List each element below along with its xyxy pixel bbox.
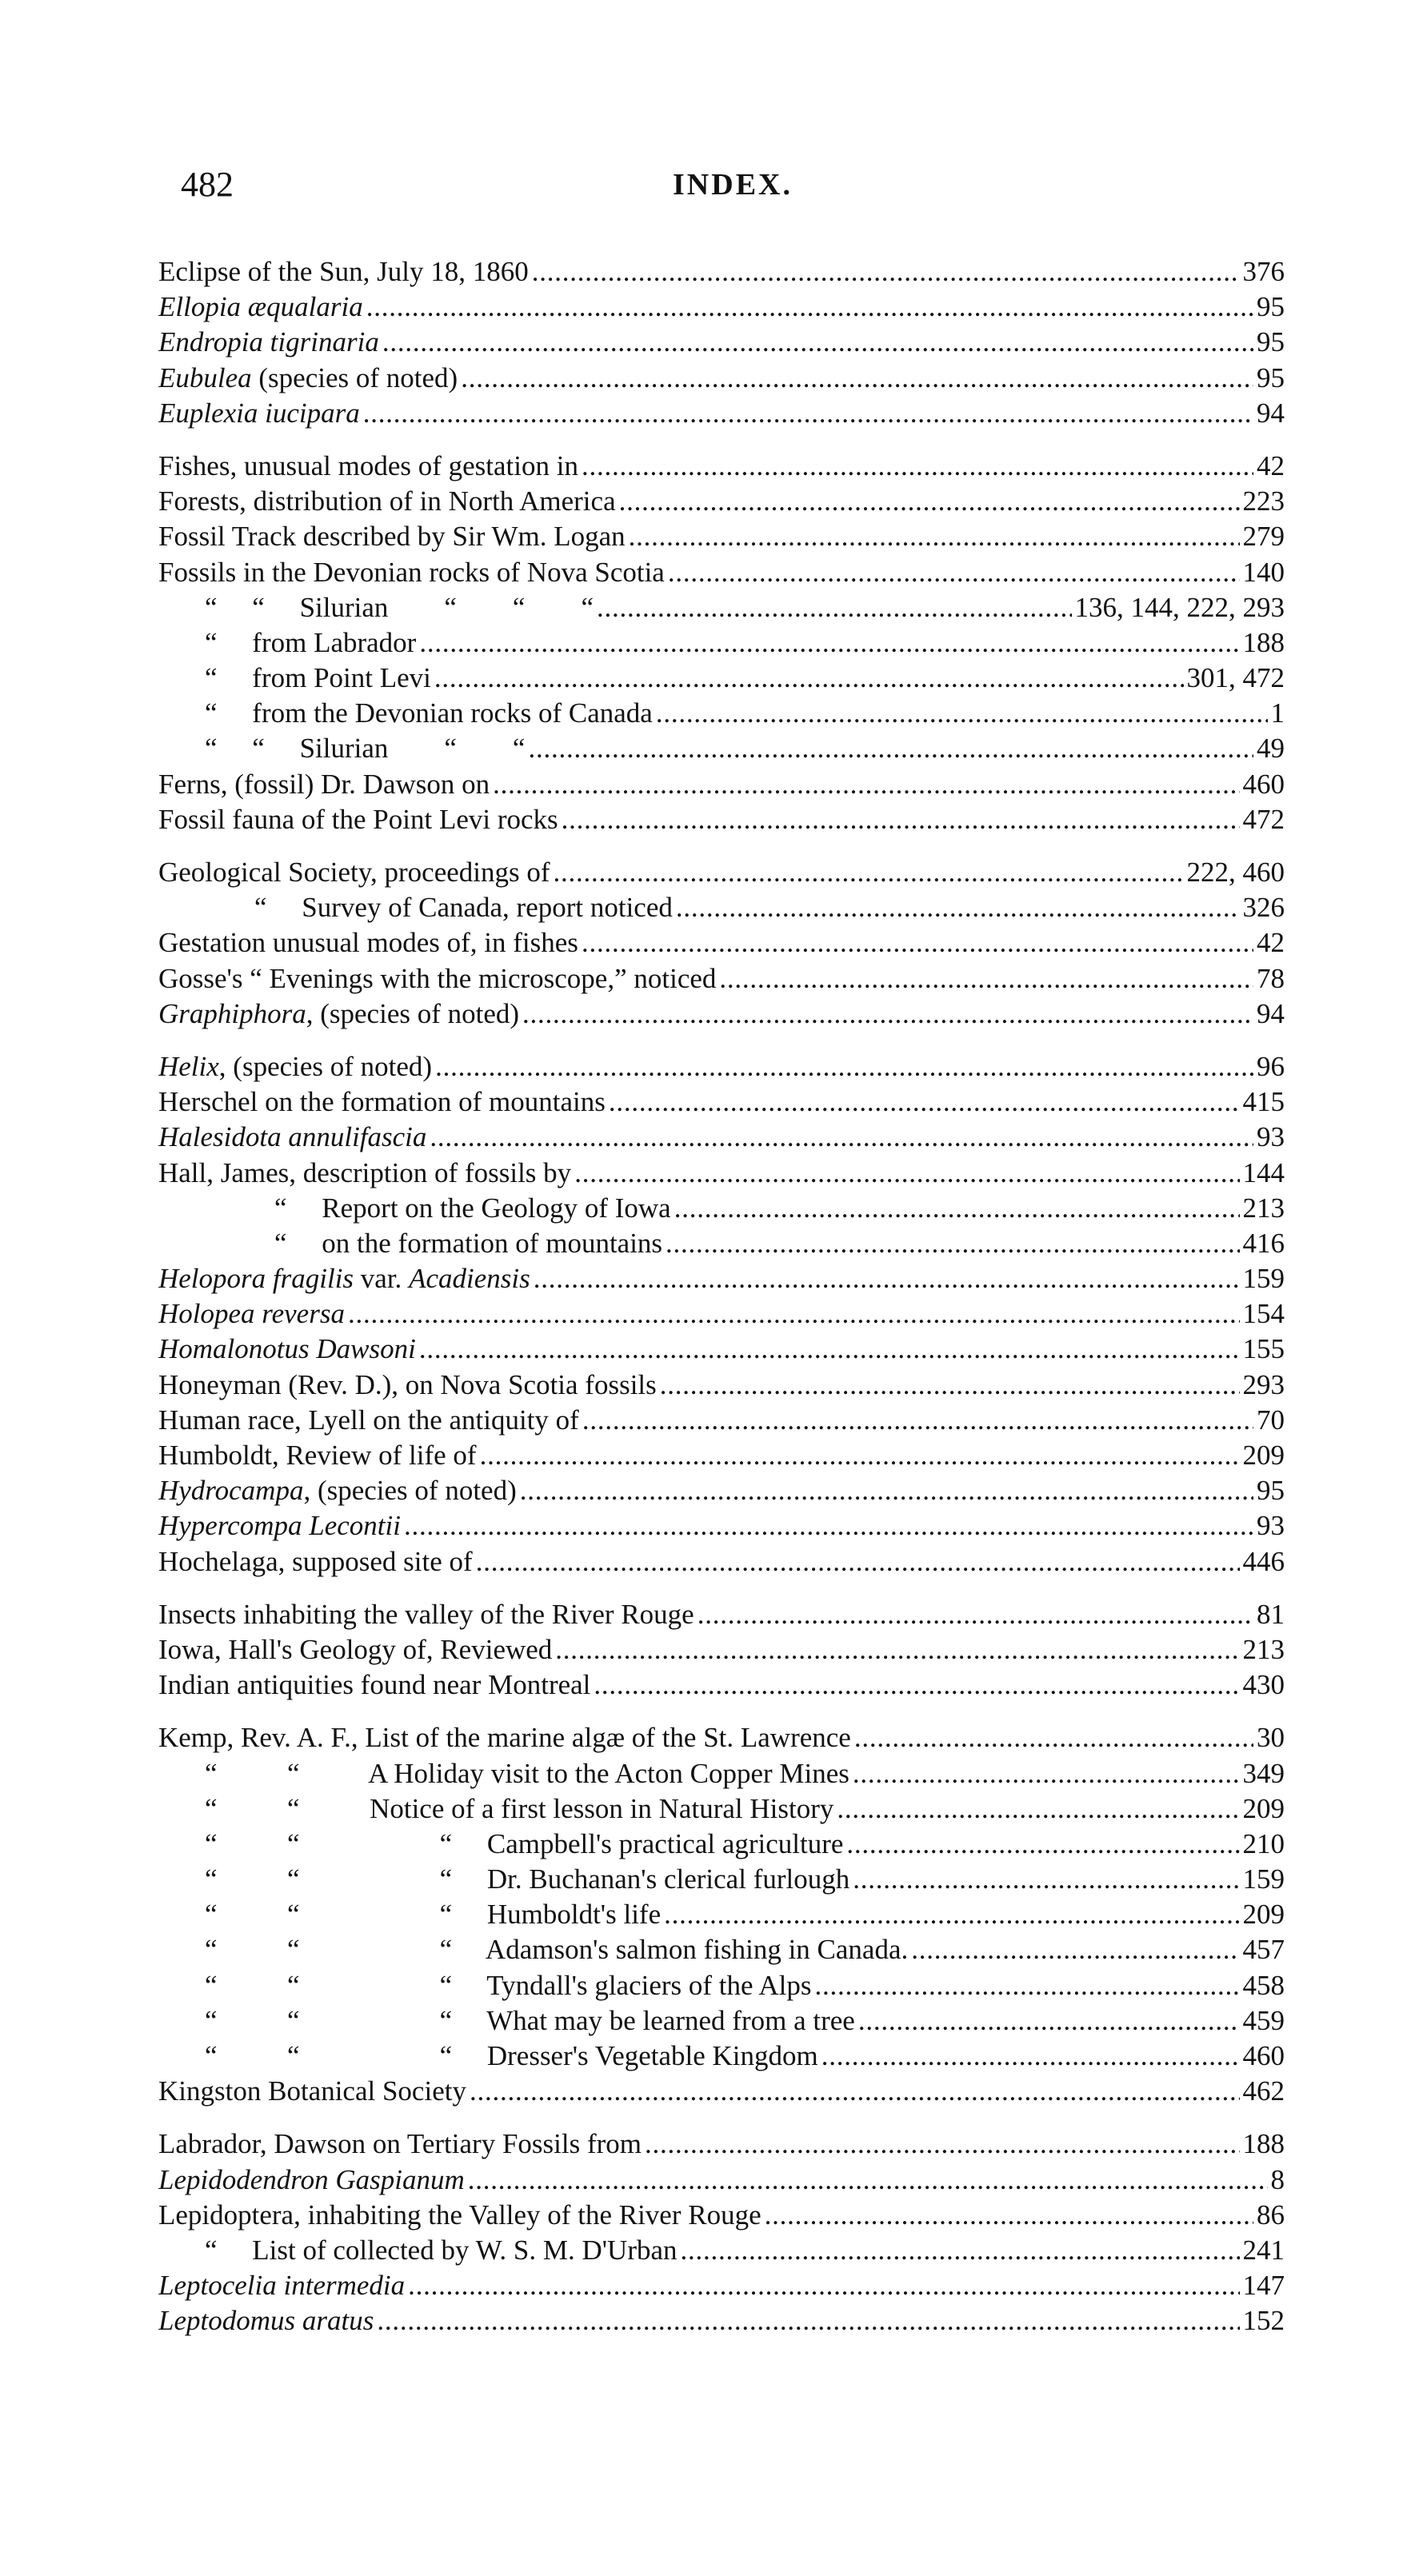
italic-text: Hypercompa Lecontii xyxy=(158,1510,401,1542)
italic-text: Holopea reversa xyxy=(158,1298,345,1330)
dot-leader xyxy=(854,1720,1253,1755)
index-entry xyxy=(158,396,1285,431)
index-entry xyxy=(158,361,1285,396)
dot-leader xyxy=(404,1508,1253,1544)
dot-leader xyxy=(681,2233,1240,2268)
entry-label xyxy=(158,1226,662,1261)
page-ref: 147 xyxy=(1242,2270,1285,2302)
index-entry xyxy=(158,2074,1285,2109)
group-gap xyxy=(158,1703,1285,1720)
entry-label xyxy=(158,1968,812,2003)
page-ref: 42 xyxy=(1257,927,1285,959)
page-ref: 446 xyxy=(1242,1545,1285,1577)
text: Honeyman (Rev. D.), on Nova Scotia fossils xyxy=(158,1368,657,1400)
page-ref: 293 xyxy=(1242,1368,1285,1400)
index-entry xyxy=(158,1332,1285,1367)
text: “ “ “ Humboldt's life xyxy=(205,1899,662,1931)
text: Fossil Track described by Sir Wm. Logan xyxy=(158,521,626,553)
text: Fossil fauna of the Point Levi rocks xyxy=(158,803,558,835)
entry-label xyxy=(158,254,529,290)
dot-leader xyxy=(629,519,1240,554)
dot-leader xyxy=(668,555,1240,590)
index-entry xyxy=(158,1368,1285,1403)
index-entry xyxy=(158,2003,1285,2039)
index-entry xyxy=(158,2039,1285,2074)
index-entry xyxy=(158,2127,1285,2162)
entry-label xyxy=(158,996,519,1032)
dot-leader xyxy=(719,961,1253,996)
dot-leader xyxy=(408,2268,1239,2303)
text: “ List of collected by W. S. M. D'Urban xyxy=(205,2234,678,2266)
index-entry xyxy=(158,449,1285,484)
page-ref: 94 xyxy=(1257,397,1285,429)
group-gap xyxy=(158,1580,1285,1597)
page-ref: 458 xyxy=(1242,1969,1285,2001)
index-entry xyxy=(158,1756,1285,1791)
page-header xyxy=(181,164,1285,212)
dot-leader xyxy=(853,1862,1239,1897)
index-entry xyxy=(158,1296,1285,1332)
italic-text: Graphiphora xyxy=(158,997,306,1029)
entry-label xyxy=(158,1049,432,1084)
index-entry xyxy=(158,555,1285,590)
entry-label xyxy=(158,1897,661,1932)
index-entry xyxy=(158,731,1285,766)
entry-label xyxy=(158,519,626,554)
index-entry xyxy=(158,661,1285,696)
dot-leader xyxy=(698,1597,1253,1632)
entry-label xyxy=(158,696,653,731)
page-ref: 349 xyxy=(1242,1757,1285,1789)
dot-leader xyxy=(676,890,1240,925)
italic-text: Ellopia æqualaria xyxy=(158,291,363,323)
page-ref: 95 xyxy=(1257,291,1285,323)
italic-text: Helix xyxy=(158,1050,219,1082)
page-ref: 213 xyxy=(1242,1633,1285,1665)
entry-label xyxy=(158,890,673,925)
dot-leader xyxy=(664,1897,1239,1932)
entry-label xyxy=(158,325,379,360)
dot-leader xyxy=(554,855,1184,890)
entry-label xyxy=(158,1084,606,1120)
dot-leader xyxy=(468,2163,1268,2198)
text: Ferns, (fossil) Dr. Dawson on xyxy=(158,768,490,800)
index-entry xyxy=(158,1932,1285,1967)
group-gap xyxy=(158,431,1285,449)
index-entry xyxy=(158,1084,1285,1120)
entry-label xyxy=(158,1438,477,1473)
dot-leader xyxy=(837,1791,1239,1827)
dot-leader xyxy=(528,731,1253,766)
index-entry xyxy=(158,1226,1285,1261)
page-ref: 210 xyxy=(1242,1827,1285,1859)
dot-leader xyxy=(377,2303,1239,2338)
page-ref: 136, 144, 222, 293 xyxy=(1074,591,1285,623)
entry-label xyxy=(158,590,594,625)
italic-text: Leptocelia intermedia xyxy=(158,2270,406,2302)
page-ref: 415 xyxy=(1242,1086,1285,1118)
dot-leader xyxy=(366,290,1253,325)
entry-label xyxy=(158,1632,552,1667)
entry-label xyxy=(158,361,458,396)
entry-label xyxy=(158,731,525,766)
entry-label xyxy=(158,2198,761,2233)
dot-leader xyxy=(645,2127,1239,2162)
italic-text: Eubulea xyxy=(158,361,252,393)
dot-leader xyxy=(660,1368,1240,1403)
text: “ on the formation of mountains xyxy=(274,1227,663,1259)
page-ref: 209 xyxy=(1242,1899,1285,1931)
dot-leader xyxy=(534,1261,1240,1296)
index-entry xyxy=(158,696,1285,731)
text: “ Report on the Geology of Iowa xyxy=(274,1192,671,1224)
dot-leader xyxy=(435,1049,1253,1084)
index-entry xyxy=(158,484,1285,519)
page-ref: 94 xyxy=(1257,997,1285,1029)
entry-label xyxy=(158,1368,657,1403)
entry-label xyxy=(158,1862,849,1897)
entry-label xyxy=(158,2074,466,2109)
page-ref: 159 xyxy=(1242,1263,1285,1295)
text: Insects inhabiting the valley of the River Rouge xyxy=(158,1598,694,1630)
dot-leader xyxy=(582,1403,1253,1438)
dot-leader xyxy=(555,1632,1239,1667)
text: Indian antiquities found near Montreal xyxy=(158,1669,591,1701)
page-ref: 460 xyxy=(1242,2040,1285,2071)
page-ref: 223 xyxy=(1242,485,1285,517)
index-entry xyxy=(158,625,1285,661)
page-ref: 209 xyxy=(1242,1792,1285,1824)
entry-label xyxy=(158,1296,345,1332)
index-entry xyxy=(158,1403,1285,1438)
text: “ Survey of Canada, report noticed xyxy=(254,892,673,924)
index-entry xyxy=(158,290,1285,325)
index-entry xyxy=(158,1508,1285,1544)
page-ref: 326 xyxy=(1242,892,1285,924)
dot-leader xyxy=(666,1226,1239,1261)
index-entry xyxy=(158,1191,1285,1226)
index-entry xyxy=(158,2233,1285,2268)
index-entry xyxy=(158,2198,1285,2233)
entry-label xyxy=(158,1756,849,1791)
page-ref: 30 xyxy=(1257,1722,1285,1754)
dot-leader xyxy=(382,325,1253,360)
index-entry xyxy=(158,1156,1285,1191)
entry-label xyxy=(158,2039,818,2074)
dot-leader xyxy=(574,1156,1239,1191)
index-entry xyxy=(158,802,1285,837)
text: , (species of noted) xyxy=(218,1050,433,1082)
page-ref: 95 xyxy=(1257,1475,1285,1507)
dot-leader xyxy=(522,996,1253,1032)
page-ref: 279 xyxy=(1242,521,1285,553)
entry-label xyxy=(158,290,363,325)
text: Gosse's “ Evenings with the microscope,” noticed xyxy=(158,962,717,994)
entry-label xyxy=(158,2303,374,2338)
dot-leader xyxy=(609,1084,1240,1120)
entry-label xyxy=(158,855,550,890)
entry-label xyxy=(158,1473,517,1508)
dot-leader xyxy=(430,1120,1253,1155)
entry-label xyxy=(158,2127,642,2162)
dot-leader xyxy=(821,2039,1240,2074)
index-entry xyxy=(158,2268,1285,2303)
italic-text: Hydrocampa xyxy=(158,1475,304,1507)
index-entry xyxy=(158,2163,1285,2198)
dot-leader xyxy=(363,396,1253,431)
dot-leader xyxy=(597,590,1071,625)
text: “ “ “ Adamson's salmon fishing in Canada. xyxy=(205,1934,909,1966)
entry-label xyxy=(158,2003,855,2039)
page-ref: 93 xyxy=(1257,1510,1285,1542)
text: (species of noted) xyxy=(251,361,458,393)
page-ref: 49 xyxy=(1257,733,1285,765)
page-ref: 159 xyxy=(1242,1863,1285,1895)
text: Human race, Lyell on the antiquity of xyxy=(158,1404,579,1436)
italic-text: Halesidota annulifascia xyxy=(158,1121,427,1153)
page-ref: 95 xyxy=(1257,326,1285,358)
italic-text: Euplexia iucipara xyxy=(158,397,360,429)
entry-label xyxy=(158,484,616,519)
italic-text: Endropia tigrinaria xyxy=(158,326,379,358)
text: “ “ “ Dr. Buchanan's clerical furlough xyxy=(205,1863,850,1895)
index-entry xyxy=(158,1827,1285,1862)
text: Forests, distribution of in North America xyxy=(158,485,616,517)
index-entry xyxy=(158,996,1285,1032)
entry-label xyxy=(158,1261,530,1296)
dot-leader xyxy=(911,1932,1239,1967)
text: , (species of noted) xyxy=(306,997,520,1029)
dot-leader xyxy=(476,1544,1240,1580)
page-ref: 241 xyxy=(1242,2234,1285,2266)
page-ref: 188 xyxy=(1242,2128,1285,2160)
dot-leader xyxy=(470,2074,1240,2109)
index-entry xyxy=(158,1438,1285,1473)
dot-leader xyxy=(348,1296,1240,1332)
index-entry xyxy=(158,1049,1285,1084)
text: “ from Labrador xyxy=(205,626,417,658)
dot-leader xyxy=(434,661,1184,696)
page-ref: 154 xyxy=(1242,1298,1285,1330)
entry-label xyxy=(158,625,416,661)
dot-leader xyxy=(656,696,1268,731)
text: “ “ Silurian “ “ “ xyxy=(205,591,594,623)
page-ref: 86 xyxy=(1257,2199,1285,2231)
page-ref: 376 xyxy=(1242,256,1285,287)
text: Eclipse of the Sun, July 18, 1860 xyxy=(158,256,529,287)
dot-leader xyxy=(765,2198,1253,2233)
entry-label xyxy=(158,1332,416,1367)
page-ref: 430 xyxy=(1242,1669,1285,1701)
entry-label xyxy=(158,1791,833,1827)
page-ref: 144 xyxy=(1242,1156,1285,1188)
dot-leader xyxy=(562,802,1240,837)
entry-label xyxy=(158,1827,843,1862)
index-entry xyxy=(158,254,1285,290)
page-ref: 460 xyxy=(1242,768,1285,800)
entry-label xyxy=(158,661,431,696)
page-ref: 152 xyxy=(1242,2305,1285,2337)
index-entry xyxy=(158,1791,1285,1827)
italic-text: Leptodomus aratus xyxy=(158,2305,374,2337)
running-title: INDEX. xyxy=(673,168,793,202)
index-entry xyxy=(158,1897,1285,1932)
index-entry xyxy=(158,1120,1285,1155)
page-ref: 213 xyxy=(1242,1192,1285,1224)
entry-label xyxy=(158,1403,579,1438)
page-ref: 209 xyxy=(1242,1440,1285,1471)
italic-text: Helopora fragilis xyxy=(158,1263,354,1295)
text: “ “ “ Tyndall's glaciers of the Alps xyxy=(205,1969,812,2001)
page-ref: 8 xyxy=(1270,2163,1285,2195)
italic-text: Lepidodendron Gaspianum xyxy=(158,2163,465,2195)
text: var. xyxy=(354,1263,410,1295)
entry-label xyxy=(158,396,360,431)
entry-label xyxy=(158,2268,405,2303)
index-entry xyxy=(158,1720,1285,1755)
text: Kingston Botanical Society xyxy=(158,2075,466,2107)
text: Iowa, Hall's Geology of, Reviewed xyxy=(158,1633,553,1665)
index-entry xyxy=(158,325,1285,360)
text: Gestation unusual modes of, in fishes xyxy=(158,927,578,959)
text: Lepidoptera, inhabiting the Valley of the River Rouge xyxy=(158,2199,761,2231)
index-entry xyxy=(158,1968,1285,2003)
page-ref: 222, 460 xyxy=(1186,857,1285,888)
dot-leader xyxy=(419,1332,1240,1367)
page-ref: 472 xyxy=(1242,803,1285,835)
page-ref: 81 xyxy=(1257,1598,1285,1630)
entry-label xyxy=(158,1597,694,1632)
page-ref: 188 xyxy=(1242,626,1285,658)
page-ref: 1 xyxy=(1270,697,1285,729)
index-entry xyxy=(158,1632,1285,1667)
text: Fishes, unusual modes of gestation in xyxy=(158,449,578,481)
page-ref: 140 xyxy=(1242,556,1285,588)
index-entry xyxy=(158,855,1285,890)
index-entry xyxy=(158,1667,1285,1703)
dot-leader xyxy=(480,1438,1240,1473)
entry-label xyxy=(158,1932,908,1967)
dot-leader xyxy=(815,1968,1240,2003)
entry-label xyxy=(158,2233,678,2268)
page-ref: 416 xyxy=(1242,1227,1285,1259)
text: “ from the Devonian rocks of Canada xyxy=(205,697,653,729)
page-ref: 459 xyxy=(1242,2004,1285,2036)
page-ref: 42 xyxy=(1257,449,1285,481)
index-entry xyxy=(158,1261,1285,1296)
page-ref: 93 xyxy=(1257,1121,1285,1153)
index-entry xyxy=(158,1862,1285,1897)
dot-leader xyxy=(853,1756,1240,1791)
group-gap xyxy=(158,2109,1285,2127)
entry-label xyxy=(158,1120,426,1155)
index-entry xyxy=(158,1473,1285,1508)
text: , (species of noted) xyxy=(303,1475,517,1507)
dot-leader xyxy=(461,361,1253,396)
page-ref: 457 xyxy=(1242,1934,1285,1966)
page-number: 482 xyxy=(181,165,234,204)
text: Geological Society, proceedings of xyxy=(158,857,550,888)
entry-label xyxy=(158,555,665,590)
dot-leader xyxy=(619,484,1240,519)
text: “ “ A Holiday visit to the Acton Copper Mines xyxy=(205,1757,849,1789)
text: Herschel on the formation of mountains xyxy=(158,1086,606,1118)
italic-text: Homalonotus Dawsoni xyxy=(158,1333,416,1365)
index-entry xyxy=(158,519,1285,554)
page-ref: 70 xyxy=(1257,1404,1285,1436)
text: Humboldt, Review of life of xyxy=(158,1440,477,1471)
entry-label xyxy=(158,802,558,837)
dot-leader xyxy=(520,1473,1253,1508)
index-entry xyxy=(158,590,1285,625)
dot-leader xyxy=(674,1191,1240,1226)
index-entry xyxy=(158,890,1285,925)
dot-leader xyxy=(582,449,1253,484)
page-ref: 95 xyxy=(1257,361,1285,393)
group-gap xyxy=(158,837,1285,855)
entry-label xyxy=(158,449,578,484)
entry-label xyxy=(158,925,578,961)
text: “ from Point Levi xyxy=(205,662,431,694)
dot-leader xyxy=(582,925,1253,961)
entry-label xyxy=(158,2163,465,2198)
text: Kemp, Rev. A. F., List of the marine algæ of the St. Lawrence xyxy=(158,1722,851,1754)
entry-label xyxy=(158,1720,851,1755)
index-entry xyxy=(158,2303,1285,2338)
entry-label xyxy=(158,1156,571,1191)
entry-label xyxy=(158,1667,590,1703)
dot-leader xyxy=(846,1827,1239,1862)
group-gap xyxy=(158,1032,1285,1049)
entry-label xyxy=(158,961,716,996)
page-ref: 301, 472 xyxy=(1186,662,1285,694)
index-entry xyxy=(158,1597,1285,1632)
page-ref: 155 xyxy=(1242,1333,1285,1365)
text: Hochelaga, supposed site of xyxy=(158,1545,473,1577)
index-list xyxy=(158,254,1285,2339)
text: “ “ Notice of a first lesson in Natural History xyxy=(205,1792,834,1824)
entry-label xyxy=(158,1544,473,1580)
index-entry xyxy=(158,961,1285,996)
entry-label xyxy=(158,767,490,802)
index-entry xyxy=(158,1544,1285,1580)
entry-label xyxy=(158,1191,671,1226)
text: “ “ “ What may be learned from a tree xyxy=(205,2004,855,2036)
index-entry xyxy=(158,925,1285,961)
dot-leader xyxy=(594,1667,1239,1703)
page-ref: 96 xyxy=(1257,1050,1285,1082)
page-ref: 462 xyxy=(1242,2075,1285,2107)
text: Labrador, Dawson on Tertiary Fossils from xyxy=(158,2128,642,2160)
dot-leader xyxy=(419,625,1239,661)
text: “ “ “ Dresser's Vegetable Kingdom xyxy=(205,2040,818,2071)
index-entry xyxy=(158,767,1285,802)
entry-label xyxy=(158,1508,401,1544)
dot-leader xyxy=(858,2003,1240,2039)
italic-text: Acadiensis xyxy=(409,1263,530,1295)
text: “ “ “ Campbell's practical agriculture xyxy=(205,1827,844,1859)
text: Hall, James, description of fossils by xyxy=(158,1156,572,1188)
text: “ “ Silurian “ “ xyxy=(205,733,526,765)
dot-leader xyxy=(532,254,1240,290)
dot-leader xyxy=(493,767,1239,802)
page-ref: 78 xyxy=(1257,962,1285,994)
text: Fossils in the Devonian rocks of Nova Scotia xyxy=(158,556,665,588)
